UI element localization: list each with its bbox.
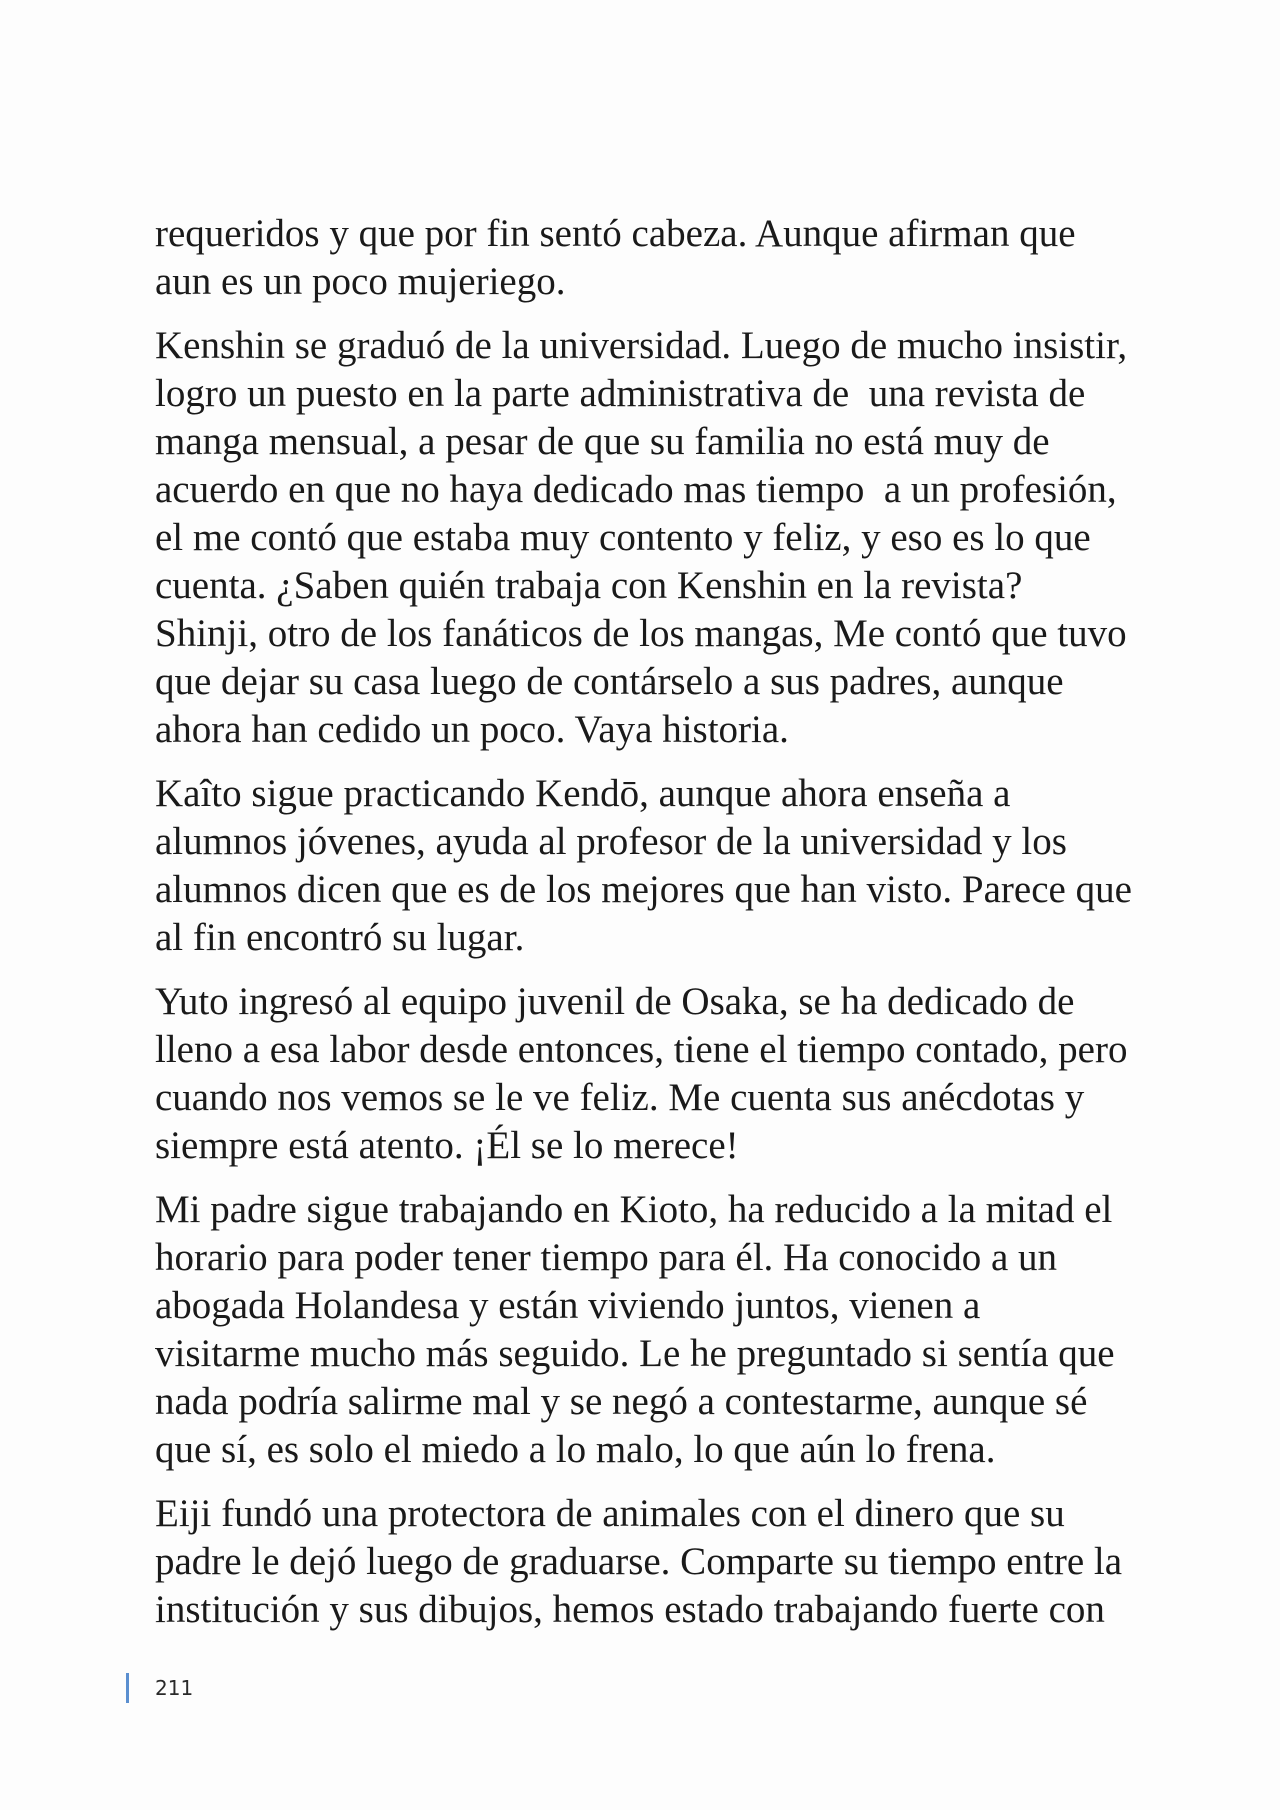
page-number: 211 [155, 1676, 194, 1700]
page-footer [126, 1673, 193, 1703]
paragraph [155, 210, 1155, 306]
text-line: lleno a esa labor desde entonces, tiene el tiempo contado, pero [155, 1028, 1128, 1071]
text-line: logro un puesto en la parte administrativa de una revista de [155, 372, 1086, 415]
text-line: que sí, es solo el miedo a lo malo, lo que aún lo frena. [155, 1428, 996, 1471]
footer-accent-bar [126, 1673, 129, 1703]
text-line: al fin encontró su lugar. [155, 916, 525, 959]
text-line: cuenta. ¿Saben quién trabaja con Kenshin en la revista? [155, 564, 1023, 607]
text-line: Eiji fundó una protectora de animales con el dinero que su [155, 1492, 1065, 1535]
text-line: horario para poder tener tiempo para él. Ha conocido a un [155, 1236, 1058, 1279]
text-line: abogada Holandesa y están viviendo juntos, vienen a [155, 1284, 981, 1327]
text-line: alumnos jóvenes, ayuda al profesor de la universidad y los [155, 820, 1067, 863]
body-text [155, 210, 1155, 1650]
text-line: Yuto ingresó al equipo juvenil de Osaka, se ha dedicado de [155, 980, 1075, 1023]
text-line: Kenshin se graduó de la universidad. Luego de mucho insistir, [155, 324, 1128, 367]
paragraph [155, 770, 1155, 962]
paragraph [155, 978, 1155, 1170]
text-line: siempre está atento. ¡Él se lo merece! [155, 1124, 739, 1167]
text-line: visitarme mucho más seguido. Le he preguntado si sentía que [155, 1332, 1115, 1375]
text-line: nada podría salirme mal y se negó a contestarme, aunque sé [155, 1380, 1088, 1423]
paragraph [155, 1186, 1155, 1474]
text-line: acuerdo en que no haya dedicado mas tiempo a un profesión, [155, 468, 1117, 511]
text-line: alumnos dicen que es de los mejores que han visto. Parece que [155, 868, 1132, 911]
text-line: ahora han cedido un poco. Vaya historia. [155, 708, 789, 751]
text-line: que dejar su casa luego de contárselo a sus padres, aunque [155, 660, 1064, 703]
text-line: el me contó que estaba muy contento y feliz, y eso es lo que [155, 516, 1091, 559]
text-line: manga mensual, a pesar de que su familia no está muy de [155, 420, 1050, 463]
text-line: Mi padre sigue trabajando en Kioto, ha reducido a la mitad el [155, 1188, 1113, 1231]
text-line: requeridos y que por fin sentó cabeza. Aunque afirman que [155, 212, 1076, 255]
text-line: Kaîto sigue practicando Kendō, aunque ahora enseña a [155, 772, 1011, 815]
text-line: cuando nos vemos se le ve feliz. Me cuenta sus anécdotas y [155, 1076, 1085, 1119]
paragraph [155, 322, 1155, 754]
text-line: Shinji, otro de los fanáticos de los mangas, Me contó que tuvo [155, 612, 1127, 655]
text-line: aun es un poco mujeriego. [155, 260, 566, 303]
text-line: padre le dejó luego de graduarse. Comparte su tiempo entre la [155, 1540, 1123, 1583]
text-line: institución y sus dibujos, hemos estado trabajando fuerte con [155, 1588, 1105, 1631]
paragraph [155, 1490, 1155, 1634]
